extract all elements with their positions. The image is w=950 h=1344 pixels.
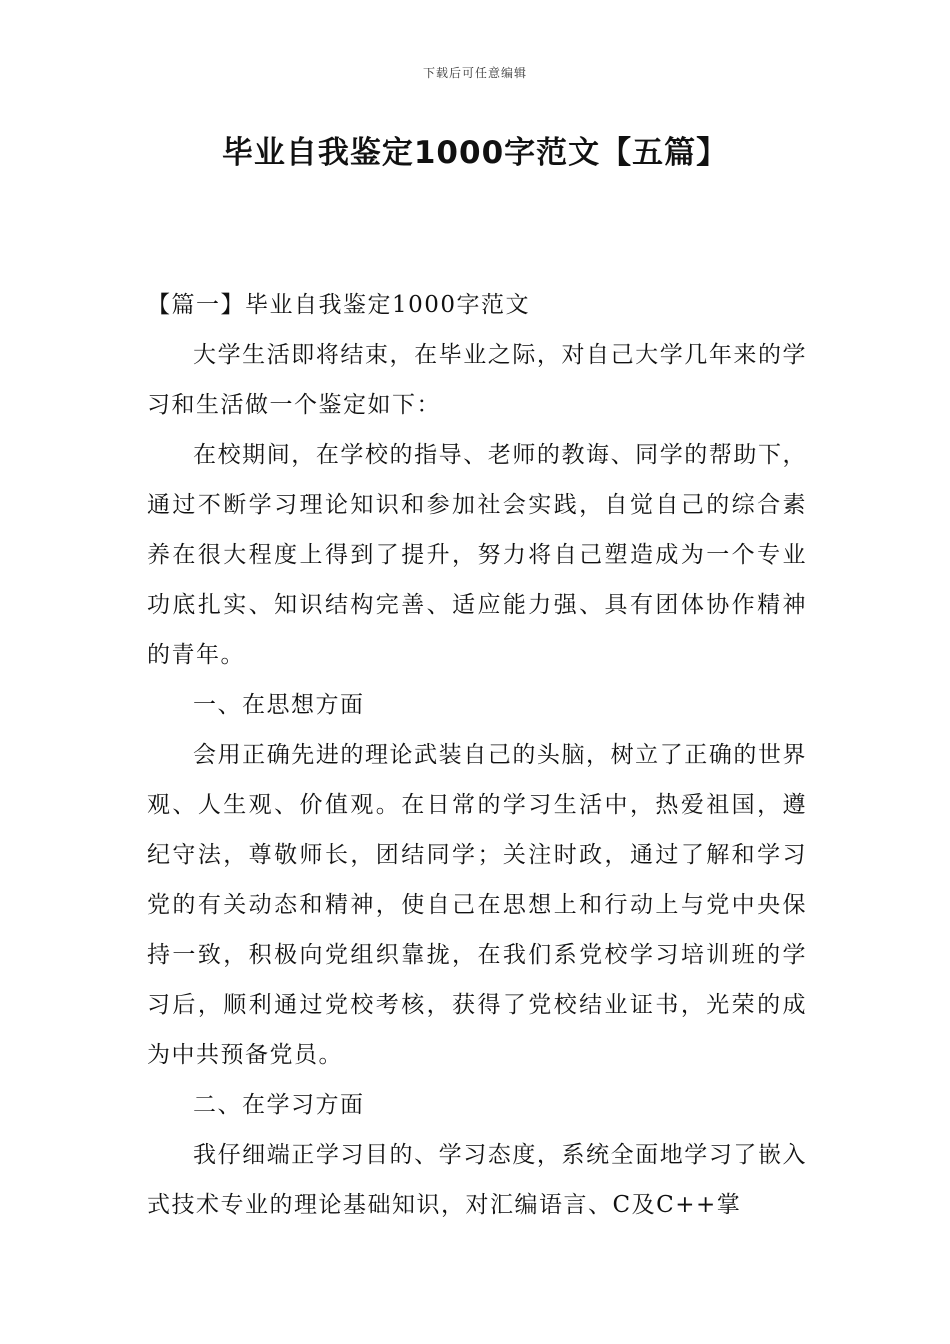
document-title: 毕业自我鉴定1000字范文【五篇】 [221,135,729,171]
subheading-study: 二、在学习方面 [193,1092,365,1118]
paragraph-campus-life: 在校期间，在学校的指导、老师的教诲、同学的帮助下，通过不断学习理论知识和参加社会实践，自觉自己的综合素养在很大程度上得到了提升，努力将自己塑造成为一个专业功底扎实、知识结构完善、适应能力强、具有团体协作精神的青年。 [147,442,807,668]
paragraph-study: 我仔细端正学习目的、学习态度，系统全面地学习了嵌入式技术专业的理论基础知识，对汇编语言、C及C++掌 [147,1142,807,1218]
document-body [147,280,807,1230]
subheading-thought: 一、在思想方面 [193,692,365,718]
header-note: 下载后可任意编辑 [422,66,527,80]
paragraph-thought: 会用正确先进的理论武装自己的头脑，树立了正确的世界观、人生观、价值观。在日常的学习生活中，热爱祖国，遵纪守法，尊敬师长，团结同学；关注时政，通过了解和学习党的有关动态和精神，使自己在思想上和行动上与党中央保持一致，积极向党组织靠拢，在我们系党校学习培训班的学习后，顺利通过党校考核，获得了党校结业证书，光荣的成为中共预备党员。 [147,742,807,1068]
paragraph-intro: 大学生活即将结束，在毕业之际，对自己大学几年来的学习和生活做一个鉴定如下： [147,342,807,418]
section-heading: 【篇一】毕业自我鉴定1000字范文 [147,292,531,318]
